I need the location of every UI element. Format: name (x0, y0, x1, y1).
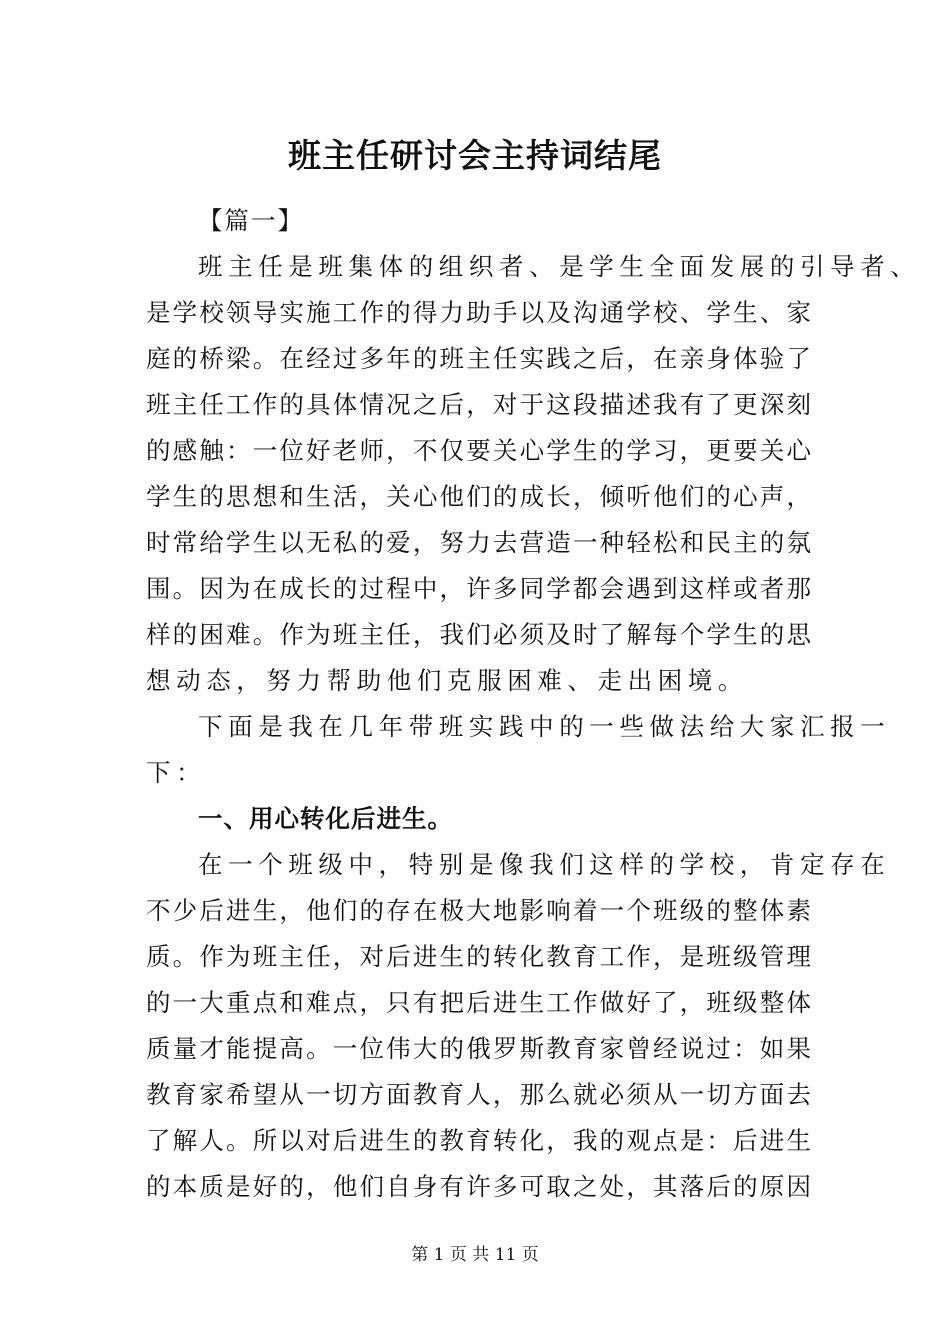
paragraph-line: 质量才能提高。一位伟大的俄罗斯教育家曾经说过：如果 (146, 1034, 811, 1063)
page-footer: 第 1 页 共 11 页 (411, 1245, 539, 1265)
paragraph-line: 想动态，努力帮助他们克服困难、走出困境。 (146, 666, 748, 695)
paragraph-line: 了解人。所以对后进生的教育转化，我的观点是：后进生 (146, 1126, 811, 1155)
paragraph-line: 学生的思想和生活，关心他们的成长，倾听他们的心声， (146, 482, 811, 511)
document-title: 班主任研讨会主持词结尾 (288, 136, 662, 175)
paragraph-line: 是学校领导实施工作的得力助手以及沟通学校、学生、家 (146, 298, 811, 327)
document-body (146, 198, 921, 1210)
paragraph-line: 在一个班级中，特别是像我们这样的学校，肯定存在 (198, 850, 891, 879)
section-heading: 一、用心转化后进生。 (198, 804, 453, 833)
section-marker: 【篇一】 (198, 206, 304, 235)
paragraph-line: 下： (146, 758, 207, 787)
paragraph-line: 班主任是班集体的组织者、是学生全面发展的引导者、 (198, 252, 921, 281)
paragraph-line: 庭的桥梁。在经过多年的班主任实践之后，在亲身体验了 (146, 344, 811, 373)
paragraph-line: 的感触：一位好老师，不仅要关心学生的学习，更要关心 (146, 436, 811, 465)
paragraph-line: 围。因为在成长的过程中，许多同学都会遇到这样或者那 (146, 574, 811, 603)
paragraph-line: 的一大重点和难点，只有把后进生工作做好了，班级整体 (146, 988, 811, 1017)
paragraph-line: 质。作为班主任，对后进生的转化教育工作，是班级管理 (146, 942, 811, 971)
paragraph-line: 不少后进生，他们的存在极大地影响着一个班级的整体素 (146, 896, 811, 925)
paragraph-line: 样的困难。作为班主任，我们必须及时了解每个学生的思 (146, 620, 811, 649)
paragraph-line: 教育家希望从一切方面教育人，那么就必须从一切方面去 (146, 1080, 811, 1109)
paragraph-line: 的本质是好的，他们自身有许多可取之处，其落后的原因 (146, 1172, 811, 1201)
paragraph-line: 班主任工作的具体情况之后，对于这段描述我有了更深刻 (146, 390, 811, 419)
paragraph-line: 时常给学生以无私的爱，努力去营造一种轻松和民主的氛 (146, 528, 811, 557)
paragraph-line: 下面是我在几年带班实践中的一些做法给大家汇报一 (198, 712, 891, 741)
